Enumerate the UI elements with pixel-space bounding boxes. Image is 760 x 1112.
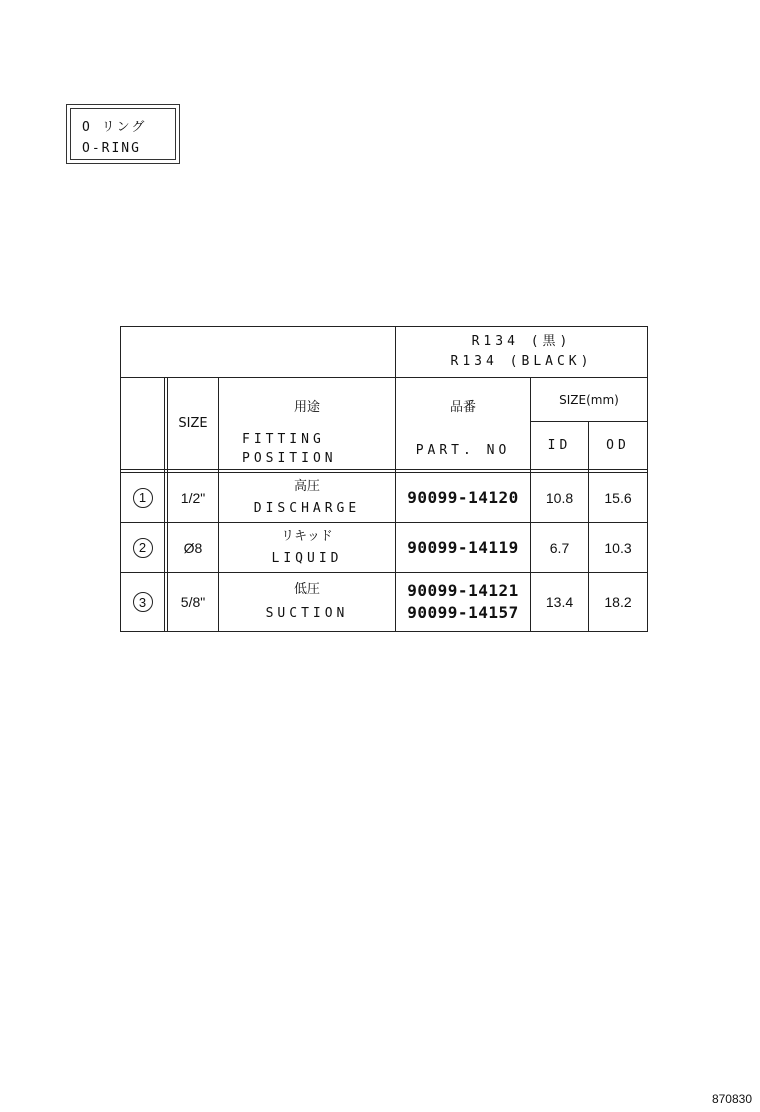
header-bottom-line-1 — [120, 469, 648, 470]
header-size-mm: SIZE(mm) — [559, 392, 619, 407]
row-3-fitting — [219, 573, 395, 631]
title-box — [66, 104, 180, 164]
row-2-number — [121, 523, 164, 572]
table-border-bottom — [120, 631, 648, 632]
row-1-number — [121, 473, 164, 522]
row-3-size: 5/8" — [180, 594, 206, 610]
row-2-id: 6.7 — [549, 539, 570, 556]
row-3-part-no-1: 90099-14121 — [407, 581, 519, 600]
row-3-od: 18.2 — [604, 594, 632, 610]
row-1-od: 15.6 — [604, 489, 632, 506]
row-1-circle: 1 — [133, 488, 153, 508]
row-2-od: 10.3 — [604, 539, 632, 556]
row-2-part-no: 90099-14119 — [407, 538, 519, 557]
col-divider-no-1 — [164, 377, 165, 632]
row-3-number — [121, 573, 164, 631]
table-border-top — [120, 326, 648, 327]
title-jp: O リング — [82, 120, 147, 135]
row-2-size: Ø8 — [183, 539, 203, 556]
table-border-right — [647, 326, 648, 632]
refrigerant-header — [396, 328, 647, 376]
header-part-en: PART. NO — [415, 442, 511, 458]
header-part-jp: 品番 — [449, 400, 476, 415]
row-3-use-jp: 低圧 — [293, 582, 320, 597]
refrigerant-jp: R134 (黒) — [471, 334, 572, 349]
refrigerant-en: R134 (BLACK) — [450, 354, 593, 369]
row-3-circle: 3 — [133, 592, 153, 612]
row-2-use-en: LIQUID — [271, 550, 343, 566]
o-ring-table — [120, 326, 648, 632]
row-3-use-en: SUCTION — [265, 606, 349, 621]
title-en: O-RING — [82, 141, 141, 156]
row-1-part-no: 90099-14120 — [407, 488, 519, 507]
header-id: ID — [547, 438, 572, 453]
drawing-code: 870830 — [711, 1092, 752, 1106]
header-fitting-jp: 用途 — [293, 400, 320, 415]
row-1-id: 10.8 — [545, 489, 574, 506]
header-size: SIZE — [178, 416, 208, 431]
row-1-fitting — [219, 473, 395, 522]
row-1-use-jp: 高圧 — [293, 478, 320, 494]
row-3-id: 13.4 — [545, 594, 574, 610]
row-3-part-no — [396, 573, 530, 631]
row-3-part-no-2: 90099-14157 — [407, 603, 519, 622]
row-1-use-en: DISCHARGE — [253, 500, 361, 516]
title-inner — [70, 108, 176, 160]
row-2-circle: 2 — [133, 538, 153, 558]
row-1-size: 1/2" — [180, 489, 206, 506]
row-2-use-jp: リキッド — [281, 528, 333, 544]
header-fitting-en: FITTING POSITION — [242, 432, 337, 466]
row-2-fitting — [219, 523, 395, 572]
header-od: OD — [606, 438, 630, 453]
